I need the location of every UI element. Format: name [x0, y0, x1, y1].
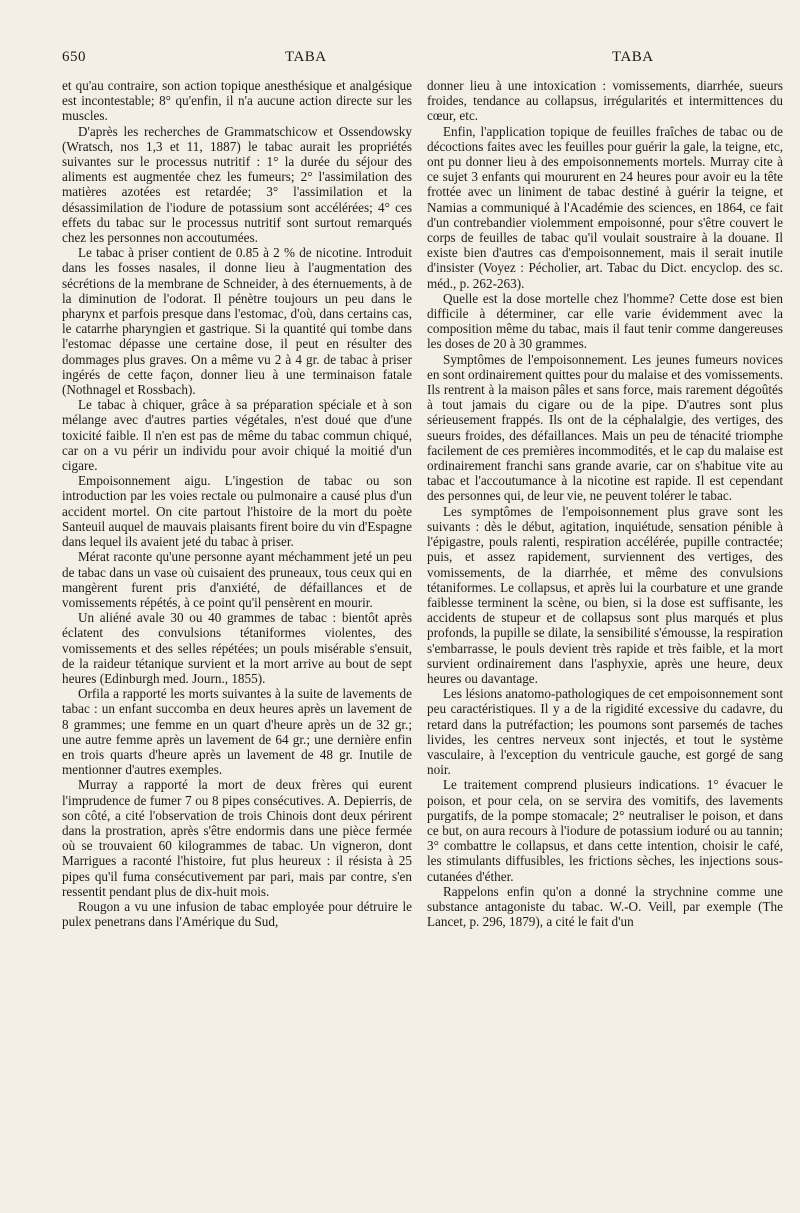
running-head-right: TABA [612, 49, 654, 65]
paragraph: Mérat raconte qu'une personne ayant méchamment jeté un peu de tabac dans un vase où cuisaient des pruneaux, tous ceux qui en mangèrent furent pris d'anxiété, de défaillances et de vomissements répétés, à ce point qu'il pensèrent en mourir. [62, 549, 412, 610]
paragraph: Les lésions anatomo-pathologiques de cet empoisonnement sont peu caractéristiques. Il y a de la rigidité excessive du cadavre, du retard dans la putréfaction; les poumons sont parsemés de taches livides, les centres nerveux sont injectés, et tout le système vasculaire, à l'exception du ventricule gauche, est gorgé de sang noir. [427, 686, 783, 778]
paragraph: et qu'au contraire, son action topique anesthésique et analgésique est incontestable; 8° qu'enfin, il n'a aucune action directe sur les muscles. [62, 78, 412, 124]
page-header [0, 49, 800, 71]
paragraph: Un aliéné avale 30 ou 40 grammes de tabac : bientôt après éclatent des convulsions tétaniformes violentes, des vomissements et des selles répétées; un pouls misérable s'ensuit, de la raideur tétanique survient et la mort arrive au bout de sept heures (Edinburgh med. Journ., 1855). [62, 610, 412, 686]
paragraph: Le traitement comprend plusieurs indications. 1° évacuer le poison, et pour cela, on se servira des vomitifs, des lavements purgatifs, de la pompe stomacale; 2° neutraliser le poison, et dans ce but, on aura recours à l'iodure de potassium ioduré ou au tannin; 3° combattre le collapsus, et dans cette intention, choisir le café, les stimulants diffusibles, les frictions sèches, les injections sous-cutanées d'éther. [427, 777, 783, 884]
left-column [62, 78, 412, 929]
right-column [427, 78, 783, 929]
paragraph: Symptômes de l'empoisonnement. Les jeunes fumeurs novices en sont ordinairement quittes pour du malaise et des vomissements. Ils rentrent à la maison pâles et sans force, mais rarement dégoûtés à tout jamais du cigare ou de la pipe. D'autres sont plus sérieusement frappés. Ils ont de la céphalalgie, des vertiges, des sueurs froides, des défaillances. Mais un peu de ténacité triomphe facilement de ces premières incommodités, et le cap du malaise est ordinairement franchi sans grande avarie, car on s'habitue vite au tabac et l'accoutumance à la nicotine est rapide. Il est cependant des personnes qui, de leur vie, ne peuvent tolérer le tabac. [427, 351, 783, 504]
page-number: 650 [62, 49, 86, 65]
paragraph: Rappelons enfin qu'on a donné la strychnine comme une substance antagoniste du tabac. W.-O. Veill, par exemple (The Lancet, p. 296, 1879), a cité le fait d'un [427, 883, 783, 930]
paragraph: Quelle est la dose mortelle chez l'homme? Cette dose est bien difficile à déterminer, car elle varie évidemment avec la composition même du tabac, mais il faut tenir comme dangereuses les doses de 20 à 30 grammes. [427, 290, 783, 352]
paragraph: Murray a rapporté la mort de deux frères qui eurent l'imprudence de fumer 7 ou 8 pipes consécutives. A. Depierris, de son côté, a cité l'observation de trois Chinois dont deux périrent dans la prostration, après s'être endormis dans une pièce fermée où se trouvaient 60 kilogrammes de tabac. Un vigneron, dont Marrigues a raconté l'histoire, fut plus heureux : il résista à 25 pipes qu'il fuma consécutivement par pari, mais par contre, s'en ressentit pendant plus de dix-huit mois. [62, 777, 412, 899]
paragraph: Empoisonnement aigu. L'ingestion de tabac ou son introduction par les voies rectale ou pulmonaire a causé plus d'un accident mortel. On cite partout l'histoire de la mort du poète Santeuil auquel de mauvais plaisants firent boire du vin d'Espagne dans lequel ils avaient jeté du tabac à priser. [62, 473, 412, 550]
paragraph: Enfin, l'application topique de feuilles fraîches de tabac ou de décoctions faites avec les feuilles pour guérir la gale, la teigne, etc, ont pu donner lieu à des empoisonnements mortels. Murray cite à ce sujet 3 enfants qui moururent en 24 heures pour avoir eu la tête frottée avec un liniment de tabac destiné à guérir la teigne, et Namias a communiqué à l'Académie des sciences, en 1864, ce fait d'un contrebandier violemment empoisonné, pour s'être couvert le corps de feuilles de tabac qu'il voulait soustraire à la douane. Il existe bien d'autres cas d'empoisonnement, mais il serait inutile d'insister (Voyez : Pécholier, art. Tabac du Dict. encyclop. des sc. méd., p. 262-263). [427, 123, 783, 291]
paragraph: D'après les recherches de Grammatschicow et Ossendowsky (Wratsch, nos 1,3 et 11, 1887) le tabac aurait les propriétés suivantes sur le processus nutritif : 1° la durée du séjour des aliments est augmentée chez les fumeurs; 2° l'assimilation des matières azotées est retardée; 3° l'assimilation et la désassimilation de l'iodure de potassium sont accélérées; 4° ces effets du tabac sur le processus nutritif sont surtout remarqués chez les personnes non accoutumées. [62, 123, 412, 246]
paragraph: Orfila a rapporté les morts suivantes à la suite de lavements de tabac : un enfant succomba en deux heures après un lavement de 8 grammes; une femme en un quart d'heure après un de 32 gr.; une autre femme après un lavement de 64 gr.; une dernière enfin en trois quarts d'heure après un lavement de 48 gr. Inutile de mentionner d'autres exemples. [62, 686, 412, 778]
paragraph: Les symptômes de l'empoisonnement plus grave sont les suivants : dès le début, agitation, inquiétude, sensation pénible à l'épigastre, pouls ralenti, respiration accélérée, pupille contractée; puis, et assez rapidement, surviennent des vertiges, des vomissements, de la diarrhée, et même des convulsions tétaniformes. Le collapsus, et après lui la courbature et une grande faiblesse terminent la scène, ou bien, si la dose est suffisante, les accidents de stupeur et de collapsus sont plus marqués et plus profonds, la pupille se dilate, la sensibilité s'émousse, la respiration s'embarrasse, le pouls devient très rapide et très faible, et la mort survient ordinairement dans l'asphyxie, après une heure, deux heures ou davantage. [427, 503, 783, 686]
paragraph: Le tabac à chiquer, grâce à sa préparation spéciale et à son mélange avec d'autres parties végétales, n'est doué que d'une toxicité faible. Il n'en est pas de même du tabac commun chiqué, car on a vu périr un individu pour avoir chiqué la moitié d'un cigare. [62, 397, 412, 474]
paragraph: donner lieu à une intoxication : vomissements, diarrhée, sueurs froides, tendance au collapsus, irrégularités et intermittences du cœur, etc. [427, 78, 783, 124]
paragraph: Rougon a vu une infusion de tabac employée pour détruire le pulex penetrans dans l'Amérique du Sud, [62, 898, 412, 930]
paragraph: Le tabac à priser contient de 0.85 à 2 % de nicotine. Introduit dans les fosses nasales, il donne lieu à l'augmentation des sécrétions de la membrane de Schneider, à des éternuements, à de la diminution de l'odorat. Il pénètre toujours un peu dans le pharynx et parfois presque dans l'estomac, d'où, dans certains cas, le catarrhe pharyngien et gastrique. Si la quantité qui tombe dans l'estomac dépasse une certaine dose, il peut en résulter des dommages plus graves. On a même vu 2 à 4 gr. de tabac à priser ingérés de cette façon, donner lieu à une terminaison fatale (Nothnagel et Rossbach). [62, 245, 412, 398]
running-head-left: TABA [285, 49, 327, 65]
